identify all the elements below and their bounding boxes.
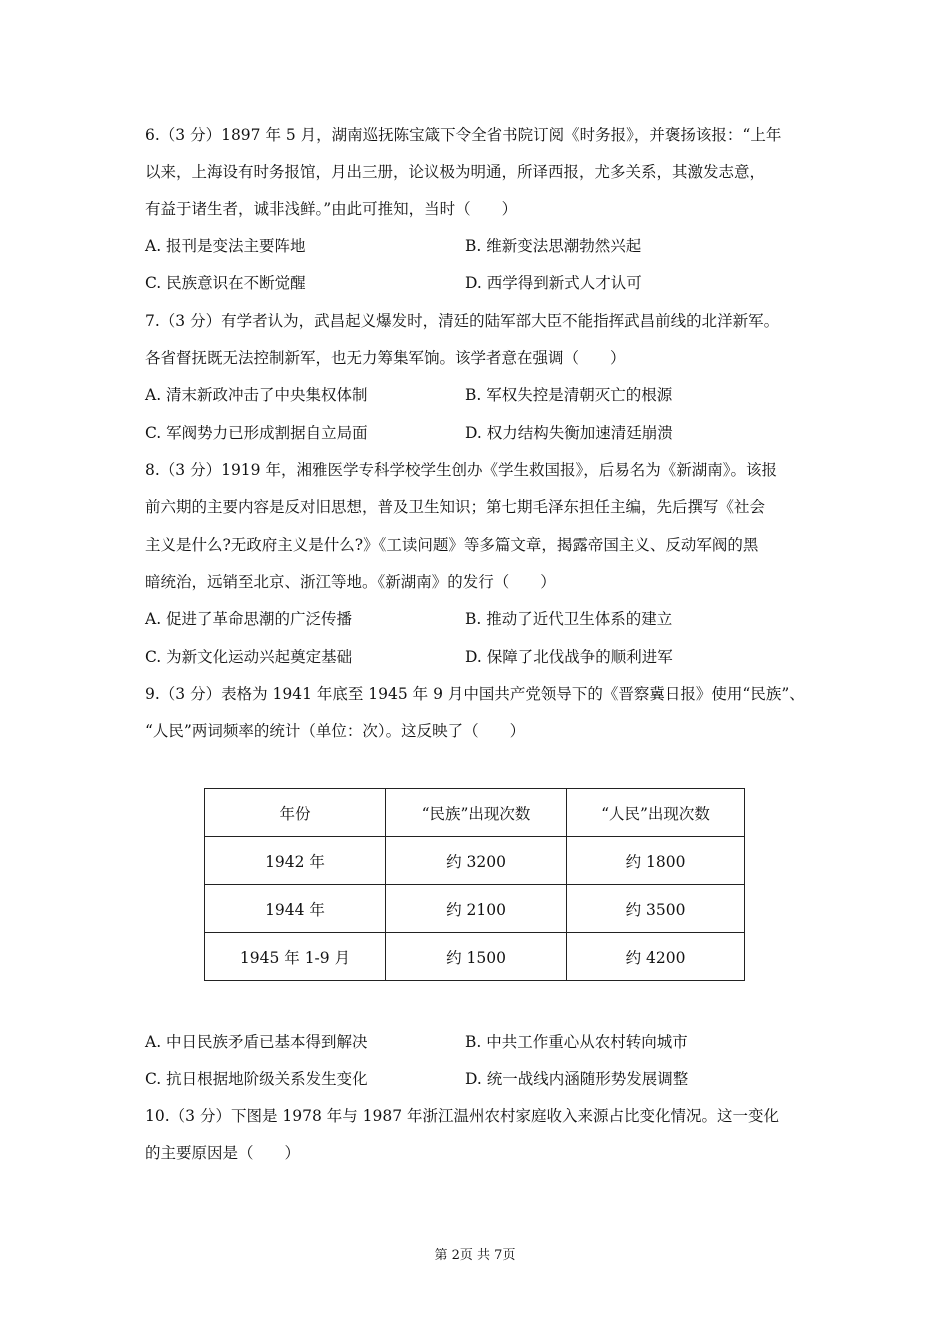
question-9-option-d: D. 统一战线内涵随形势发展调整 — [465, 1070, 689, 1088]
table-cell: 约 3500 — [567, 885, 745, 933]
question-8-line-1: 8.（3 分）1919 年，湘雅医学专科学校学生创办《学生救国报》，后易名为《新湖南》。该报 — [145, 461, 777, 479]
question-9-option-a: A. 中日民族矛盾已基本得到解决 — [145, 1033, 368, 1051]
question-6-line-1: 6.（3 分）1897 年 5 月，湖南巡抚陈宝箴下令全省书院订阅《时务报》，并褒扬该报：“上年 — [145, 126, 782, 144]
question-8-option-d: D. 保障了北伐战争的顺利进军 — [465, 648, 673, 666]
question-6-option-d: D. 西学得到新式人才认可 — [465, 274, 642, 292]
question-8-option-c: C. 为新文化运动兴起奠定基础 — [145, 648, 353, 666]
question-7-option-b: B. 军权失控是清朝灭亡的根源 — [465, 386, 673, 404]
table-row — [205, 837, 745, 885]
table-cell: 约 4200 — [567, 933, 745, 981]
table-cell: 约 1500 — [386, 933, 567, 981]
question-6-option-c: C. 民族意识在不断觉醒 — [145, 274, 306, 292]
table-cell: 1944 年 — [205, 885, 386, 933]
table-header-cell: 年份 — [205, 789, 386, 837]
question-8-line-3: 主义是什么?无政府主义是什么?》《工读问题》等多篇文章，揭露帝国主义、反动军阀的黑 — [145, 536, 759, 554]
question-7-option-c: C. 军阀势力已形成割据自立局面 — [145, 424, 368, 442]
table-row — [205, 885, 745, 933]
question-7-option-a: A. 清末新政冲击了中央集权体制 — [145, 386, 368, 404]
question-7-line-1: 7.（3 分）有学者认为，武昌起义爆发时，清廷的陆军部大臣不能指挥武昌前线的北洋新军。 — [145, 312, 780, 330]
question-9-line-2: “人民”两词频率的统计（单位：次）。这反映了（ ） — [145, 722, 526, 740]
question-9-option-c: C. 抗日根据地阶级关系发生变化 — [145, 1070, 368, 1088]
frequency-table — [204, 788, 745, 981]
question-8-line-4: 暗统治，远销至北京、浙江等地。《新湖南》的发行（ ） — [145, 573, 556, 591]
question-8-option-a: A. 促进了革命思潮的广泛传播 — [145, 610, 353, 628]
question-9-option-b: B. 中共工作重心从农村转向城市 — [465, 1033, 688, 1051]
question-7-line-2: 各省督抚既无法控制新军，也无力筹集军饷。该学者意在强调（ ） — [145, 349, 626, 367]
table-cell: 约 2100 — [386, 885, 567, 933]
question-10-line-2: 的主要原因是（ ） — [145, 1144, 301, 1162]
table-cell: 1945 年 1-9 月 — [205, 933, 386, 981]
question-6-line-3: 有益于诸生者，诚非浅鲜。”由此可推知，当时（ ） — [145, 200, 518, 218]
question-6-line-2: 以来，上海设有时务报馆，月出三册，论议极为明通，所译西报，尤多关系，其激发志意， — [145, 163, 766, 181]
table-header-cell: “人民”出现次数 — [567, 789, 745, 837]
question-6-option-a: A. 报刊是变法主要阵地 — [145, 237, 306, 255]
table-cell: 1942 年 — [205, 837, 386, 885]
question-7-option-d: D. 权力结构失衡加速清廷崩溃 — [465, 424, 673, 442]
question-8-line-2: 前六期的主要内容是反对旧思想，普及卫生知识；第七期毛泽东担任主编，先后撰写《社会 — [145, 498, 766, 516]
question-10-line-1: 10.（3 分）下图是 1978 年与 1987 年浙江温州农村家庭收入来源占比变化情况。这一变化 — [145, 1107, 780, 1125]
table-header-row — [205, 789, 745, 837]
page-footer: 第 2页 共 7页 — [434, 1248, 516, 1263]
table-cell: 约 3200 — [386, 837, 567, 885]
question-8-option-b: B. 推动了近代卫生体系的建立 — [465, 610, 673, 628]
question-6-option-b: B. 维新变法思潮勃然兴起 — [465, 237, 642, 255]
question-9-line-1: 9.（3 分）表格为 1941 年底至 1945 年 9 月中国共产党领导下的《晋察冀日报》使用“民族”、 — [145, 685, 805, 703]
table-header-cell: “民族”出现次数 — [386, 789, 567, 837]
table-row — [205, 933, 745, 981]
table-cell: 约 1800 — [567, 837, 745, 885]
